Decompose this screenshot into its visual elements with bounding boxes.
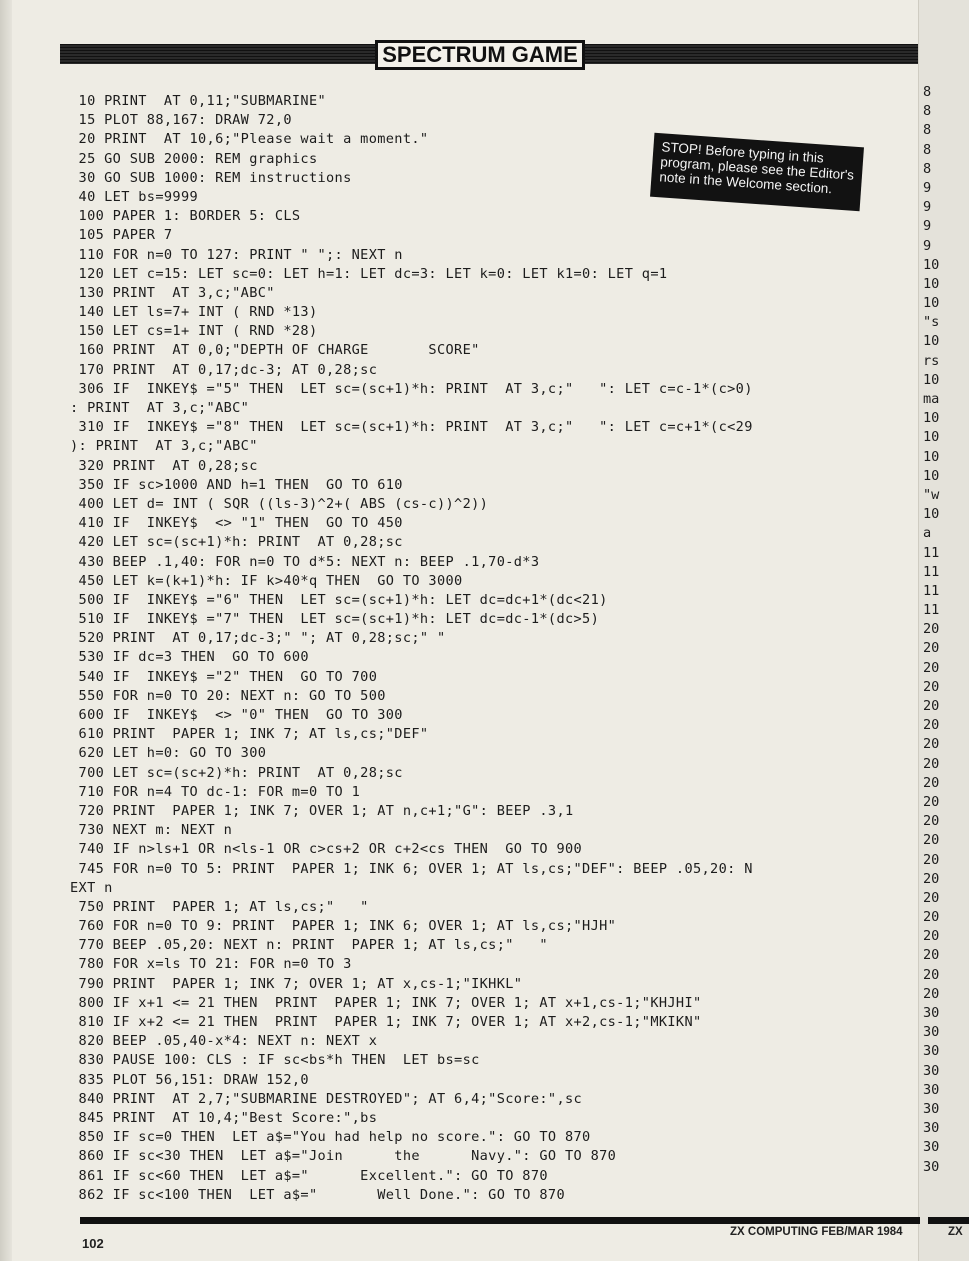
strip-line: 20 — [923, 717, 940, 734]
strip-line: 9 — [923, 199, 932, 216]
code-line: 740 IF n>ls+1 OR n<ls-1 OR c>cs+2 OR c+2<cs THEN GO TO 900 — [70, 841, 583, 858]
strip-line: 20 — [923, 947, 940, 964]
strip-line: "s — [923, 314, 940, 331]
code-line: 510 IF INKEY$ ="7" THEN LET sc=(sc+1)*h: LET dc=dc-1*(dc>5) — [70, 611, 600, 628]
code-line: 730 NEXT m: NEXT n — [70, 822, 233, 839]
stop-note: STOP! Before typing in this program, please see the Editor's note in the Welcome section. — [650, 133, 864, 211]
strip-line: 20 — [923, 832, 940, 849]
program-listing — [70, 92, 940, 1205]
code-line: 720 PRINT PAPER 1; INK 7; OVER 1; AT n,c+1;"G": BEEP .3,1 — [70, 802, 574, 819]
strip-line: 10 — [923, 275, 940, 292]
strip-line: 30 — [923, 1043, 940, 1060]
code-line: 845 PRINT AT 10,4;"Best Score:",bs — [70, 1109, 378, 1126]
code-line: 40 LET bs=9999 — [70, 188, 199, 205]
code-line: 710 FOR n=4 TO dc-1: FOR m=0 TO 1 — [70, 783, 361, 800]
code-line: 430 BEEP .1,40: FOR n=0 TO d*5: NEXT n: BEEP .1,70-d*3 — [70, 553, 540, 570]
code-line: EXT n — [70, 879, 113, 896]
code-line: 620 LET h=0: GO TO 300 — [70, 745, 267, 762]
code-line: 410 IF INKEY$ <> "1" THEN GO TO 450 — [70, 515, 403, 532]
strip-line: 30 — [923, 1005, 940, 1021]
code-line: 320 PRINT AT 0,28;sc — [70, 457, 258, 474]
strip-line: 20 — [923, 793, 940, 810]
strip-line: 10 — [923, 448, 940, 465]
code-line: 400 LET d= INT ( SQR ((ls-3)^2+( ABS (cs-c))^2)) — [70, 495, 489, 512]
page-gutter — [0, 0, 12, 1261]
strip-line: 8 — [923, 141, 932, 158]
strip-line: "w — [923, 486, 940, 503]
strip-line: 10 — [923, 429, 940, 446]
strip-line: 11 — [923, 602, 940, 619]
code-line: 160 PRINT AT 0,0;"DEPTH OF CHARGE SCORE" — [70, 342, 480, 359]
strip-line: 30 — [923, 1120, 940, 1137]
strip-line: 10 — [923, 506, 940, 523]
strip-line: rs — [923, 352, 940, 369]
code-line: 835 PLOT 56,151: DRAW 152,0 — [70, 1071, 309, 1088]
code-line: 700 LET sc=(sc+2)*h: PRINT AT 0,28;sc — [70, 764, 403, 781]
code-line: 170 PRINT AT 0,17;dc-3; AT 0,28;sc — [70, 361, 378, 378]
strip-line: 20 — [923, 698, 940, 714]
strip-line: 8 — [923, 160, 932, 177]
strip-line: 9 — [923, 179, 932, 196]
strip-line: 20 — [923, 909, 940, 926]
code-line: : PRINT AT 3,c;"ABC" — [70, 400, 250, 416]
code-line: 420 LET sc=(sc+1)*h: PRINT AT 0,28;sc — [70, 534, 403, 551]
strip-line: 10 — [923, 295, 940, 312]
code-line: 830 PAUSE 100: CLS : IF sc<bs*h THEN LET bs=sc — [70, 1052, 480, 1069]
code-line: 450 LET k=(k+1)*h: IF k>40*q THEN GO TO 3000 — [70, 572, 463, 589]
code-line: 820 BEEP .05,40-x*4: NEXT n: NEXT x — [70, 1033, 378, 1050]
strip-line: 20 — [923, 870, 940, 887]
strip-line: 20 — [923, 851, 940, 868]
strip-line: 10 — [923, 333, 940, 350]
strip-line: 20 — [923, 640, 940, 657]
strip-line: 9 — [923, 218, 932, 235]
strip-line: 11 — [923, 582, 940, 599]
strip-line: 20 — [923, 678, 940, 695]
code-line: 150 LET cs=1+ INT ( RND *28) — [70, 323, 318, 340]
code-line: 100 PAPER 1: BORDER 5: CLS — [70, 208, 301, 225]
code-line: 750 PRINT PAPER 1; AT ls,cs;" " — [70, 898, 369, 915]
strip-line: 10 — [923, 467, 940, 484]
code-line: 140 LET ls=7+ INT ( RND *13) — [70, 304, 318, 321]
publication-footer: ZX COMPUTING FEB/MAR 1984 — [730, 1226, 903, 1238]
adjacent-page-strip — [918, 0, 969, 1261]
code-line: 530 IF dc=3 THEN GO TO 600 — [70, 649, 309, 666]
code-line: 30 GO SUB 1000: REM instructions — [70, 169, 352, 186]
strip-line: 10 — [923, 410, 940, 427]
code-line: 810 IF x+2 <= 21 THEN PRINT PAPER 1; INK 7; OVER 1; AT x+2,cs-1;"MKIKN" — [70, 1014, 702, 1030]
code-line: 110 FOR n=0 TO 127: PRINT " ";: NEXT n — [70, 246, 403, 263]
strip-line: 20 — [923, 736, 940, 753]
code-line: ): PRINT AT 3,c;"ABC" — [70, 438, 258, 455]
code-line: 770 BEEP .05,20: NEXT n: PRINT PAPER 1; AT ls,cs;" " — [70, 937, 548, 954]
code-line: 550 FOR n=0 TO 20: NEXT n: GO TO 500 — [70, 687, 386, 704]
strip-line: 20 — [923, 621, 940, 638]
strip-line: 8 — [923, 84, 932, 100]
strip-line: 11 — [923, 544, 940, 561]
code-line: 745 FOR n=0 TO 5: PRINT PAPER 1; INK 6; OVER 1; AT ls,cs;"DEF": BEEP .05,20: N — [70, 860, 753, 877]
strip-line: 30 — [923, 1081, 940, 1098]
strip-line: 10 — [923, 256, 940, 273]
strip-line: 11 — [923, 563, 940, 580]
strip-line: 30 — [923, 1139, 940, 1156]
code-line: 760 FOR n=0 TO 9: PRINT PAPER 1; INK 6; OVER 1; AT ls,cs;"HJH" — [70, 918, 617, 935]
page-number: 102 — [82, 1236, 104, 1251]
code-line: 540 IF INKEY$ ="2" THEN GO TO 700 — [70, 668, 378, 685]
code-line: 790 PRINT PAPER 1; INK 7; OVER 1; AT x,cs-1;"IKHKL" — [70, 975, 523, 992]
code-line: 15 PLOT 88,167: DRAW 72,0 — [70, 112, 292, 129]
code-line: 306 IF INKEY$ ="5" THEN LET sc=(sc+1)*h: PRINT AT 3,c;" ": LET c=c-1*(c>0) — [70, 380, 753, 397]
strip-line: 30 — [923, 1024, 940, 1041]
strip-line: 20 — [923, 889, 940, 906]
strip-line: a — [923, 525, 932, 542]
code-line: 861 IF sc<60 THEN LET a$=" Excellent.": GO TO 870 — [70, 1167, 548, 1184]
code-line: 850 IF sc=0 THEN LET a$="You had help no score.": GO TO 870 — [70, 1129, 591, 1146]
code-line: 350 IF sc>1000 AND h=1 THEN GO TO 610 — [70, 476, 403, 493]
adjacent-footer-fragment: ZX — [948, 1226, 963, 1238]
strip-line: 20 — [923, 813, 940, 830]
code-line: 130 PRINT AT 3,c;"ABC" — [70, 284, 275, 301]
code-line: 105 PAPER 7 — [70, 227, 173, 244]
code-line: 610 PRINT PAPER 1; INK 7; AT ls,cs;"DEF" — [70, 726, 429, 743]
code-line: 600 IF INKEY$ <> "0" THEN GO TO 300 — [70, 707, 403, 723]
code-line: 520 PRINT AT 0,17;dc-3;" "; AT 0,28;sc;" " — [70, 630, 446, 647]
footer-rule-right — [928, 1217, 969, 1224]
code-line: 860 IF sc<30 THEN LET a$="Join the Navy.": GO TO 870 — [70, 1148, 617, 1165]
strip-line: 20 — [923, 966, 940, 983]
code-line: 25 GO SUB 2000: REM graphics — [70, 150, 318, 167]
footer-rule — [80, 1217, 920, 1224]
code-line: 10 PRINT AT 0,11;"SUBMARINE" — [70, 93, 327, 109]
strip-line: 30 — [923, 1062, 940, 1079]
strip-line: 20 — [923, 659, 940, 676]
strip-line: 8 — [923, 122, 932, 139]
strip-line: 10 — [923, 371, 940, 388]
code-line: 310 IF INKEY$ ="8" THEN LET sc=(sc+1)*h: PRINT AT 3,c;" ": LET c=c+1*(c<29 — [70, 419, 753, 436]
code-line: 780 FOR x=ls TO 21: FOR n=0 TO 3 — [70, 956, 352, 973]
code-line: 120 LET c=15: LET sc=0: LET h=1: LET dc=3: LET k=0: LET k1=0: LET q=1 — [70, 265, 668, 282]
strip-line: 9 — [923, 237, 932, 254]
strip-line: 20 — [923, 928, 940, 945]
section-title: SPECTRUM GAME — [375, 40, 585, 70]
strip-line: 20 — [923, 755, 940, 772]
strip-line: 8 — [923, 103, 932, 120]
strip-line: 30 — [923, 1100, 940, 1117]
strip-line: 20 — [923, 985, 940, 1002]
strip-line: 20 — [923, 774, 940, 791]
strip-line: ma — [923, 391, 940, 407]
code-line: 862 IF sc<100 THEN LET a$=" Well Done.": GO TO 870 — [70, 1186, 565, 1203]
code-line: 800 IF x+1 <= 21 THEN PRINT PAPER 1; INK 7; OVER 1; AT x+1,cs-1;"KHJHI" — [70, 994, 702, 1011]
code-line: 840 PRINT AT 2,7;"SUBMARINE DESTROYED"; AT 6,4;"Score:",sc — [70, 1090, 583, 1107]
code-line: 500 IF INKEY$ ="6" THEN LET sc=(sc+1)*h: LET dc=dc+1*(dc<21) — [70, 591, 608, 608]
code-line: 20 PRINT AT 10,6;"Please wait a moment." — [70, 131, 429, 148]
strip-line: 30 — [923, 1158, 940, 1175]
